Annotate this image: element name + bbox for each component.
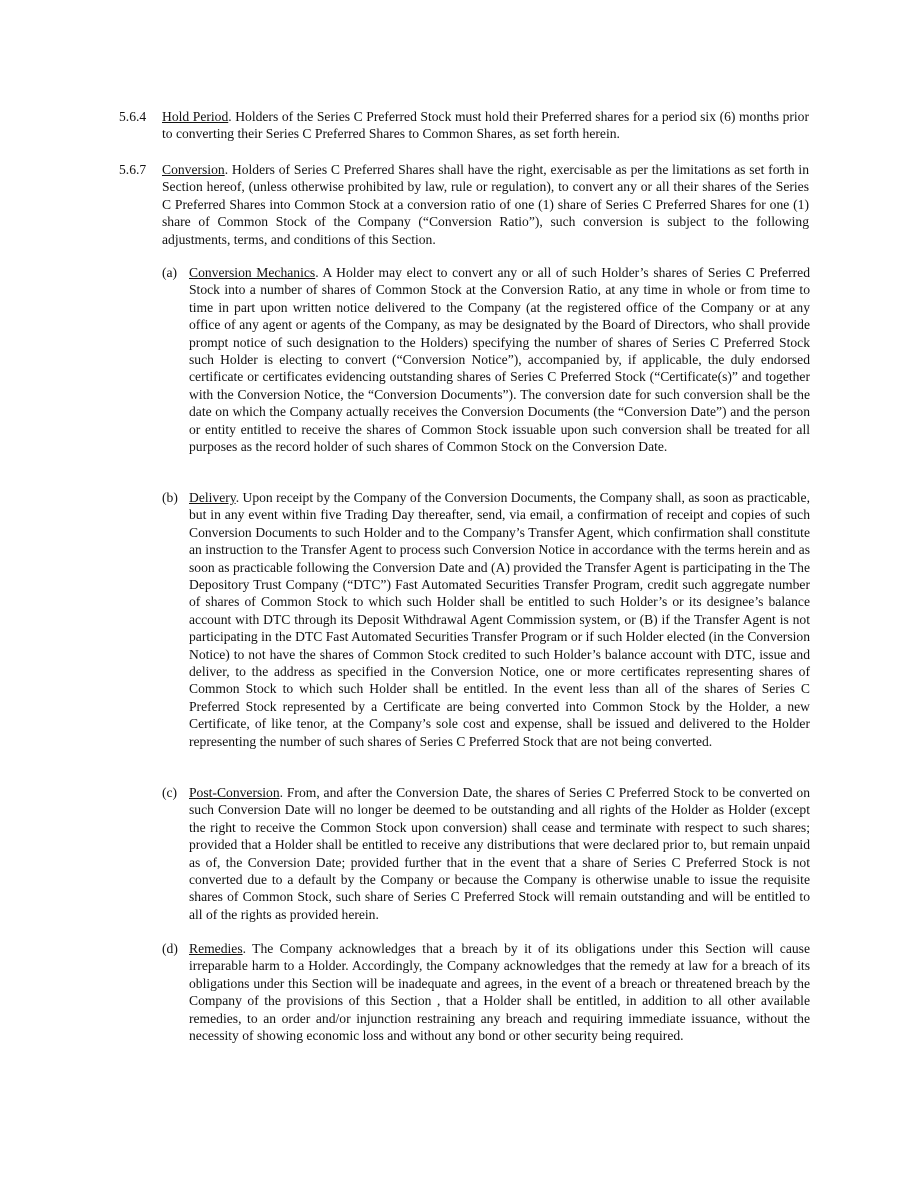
subsection-text: . A Holder may elect to convert any or all of such Holder’s shares of Series C Preferred Stock into a number of shares of Common Stock at the Conversion Ratio, at any time in whole or from time to time in part upon written notice delivered to the Company (at the registered office of the Company or at any office of any agent or agents of the Company, as may be designated by the Board of Directors, who shall provide prompt notice of such designation to the Holders) specifying the number of shares of Series C Preferred Stock such Holder is electing to convert (“Conversion Notice”), accompanied by, if applicable, the duly endorsed certificate or certificates evidencing outstanding shares of Series C Preferred Stock (“Certificate(s)” and together with the Conversion Notice, the “Conversion Documents”). The conversion date for such conversion shall be the date on which the Company actually receives the Conversion Documents (the “Conversion Date”) and the person or entity entitled to receive the shares of Common Stock issuable upon such conversion shall be treated for all purposes as the record holder of such shares of Common Stock on the Conversion Date. — [189, 265, 810, 455]
subsection-body — [189, 264, 810, 455]
subsection-a-conversion-mechanics — [162, 264, 810, 455]
subsection-c-post-conversion — [162, 784, 810, 923]
subsection-text: . From, and after the Conversion Date, the shares of Series C Preferred Stock to be converted on such Conversion Date will no longer be deemed to be outstanding and all rights of the Holder as Holder (except the right to receive the Common Stock upon conversion) shall cease and terminate with respect to such shares; provided that a Holder shall be entitled to receive any distributions that were declared prior to, but remain unpaid as of, the Conversion Date; provided further that in the event that a share of Series C Preferred Stock is not converted due to a default by the Company or because the Company is otherwise unable to issue the requisite shares of Common Stock, such share of Series C Preferred Stock will remain outstanding and will be entitled to all of the rights as provided herein. — [189, 785, 810, 922]
subsection-b-delivery — [162, 489, 810, 750]
section-body — [162, 161, 809, 248]
subsection-text: . The Company acknowledges that a breach by it of its obligations under this Section will cause irreparable harm to a Holder. Accordingly, the Company acknowledges that the remedy at law for a breach of its obligations under this Section will be inadequate and agrees, in the event of a breach or threatened breach by the Company of the provisions of this Section , that a Holder shall be entitled, in addition to all other available remedies, to an order and/or injunction restraining any breach and requiring immediate issuance, without the necessity of showing economic loss and without any bond or other security being required. — [189, 941, 810, 1044]
section-text: . Holders of Series C Preferred Shares shall have the right, exercisable as per the limitations as set forth in Section hereof, (unless otherwise prohibited by law, rule or regulation), to convert any or all their shares of the Series C Preferred Shares into Common Stock at a conversion ratio of one (1) share of Series C Preferred Shares for one (1) share of Common Stock of the Company (“Conversion Ratio”), such conversion is subject to the following adjustments, terms, and conditions of this Section. — [162, 162, 809, 247]
subsection-label: (b) — [162, 490, 178, 505]
section-number: 5.6.4 — [119, 109, 147, 124]
section-body — [162, 108, 809, 143]
section-heading: Hold Period — [162, 109, 229, 124]
section-heading: Conversion — [162, 162, 225, 177]
subsection-body — [189, 489, 810, 750]
subsection-heading: Conversion Mechanics — [189, 265, 316, 280]
section-text: . Holders of the Series C Preferred Stock must hold their Preferred shares for a period six (6) months prior to converting their Series C Preferred Shares to Common Shares, as set forth herein. — [162, 109, 810, 142]
section-5-6-7 — [119, 161, 809, 248]
subsection-heading: Remedies — [189, 941, 243, 956]
subsection-heading: Post-Conversion — [189, 785, 280, 800]
section-5-6-4 — [119, 108, 809, 143]
subsection-label: (c) — [162, 785, 178, 800]
subsection-body — [189, 940, 810, 1044]
subsection-heading: Delivery — [189, 490, 236, 505]
subsection-text: . Upon receipt by the Company of the Conversion Documents, the Company shall, as soon as practicable, but in any event within five Trading Day thereafter, send, via email, a confirmation of receipt and copies of such Conversion Documents to such Holder and to the Company’s Transfer Agent, which confirmation shall constitute an instruction to the Transfer Agent to process such Conversion Notice in accordance with the terms herein and as soon as practicable following the Conversion Date and (A) provided the Transfer Agent is participating in the The Depository Trust Company (“DTC”) Fast Automated Securities Transfer Program, credit such aggregate number of shares of Common Stock to which such Holder shall be entitled to such Holder’s or its designee’s balance account with DTC through its Deposit Withdrawal Agent Commission system, or (B) if the Transfer Agent is not participating in the DTC Fast Automated Securities Transfer Program or if such Holder elected (in the Conversion Notice) to not have the shares of Common Stock credited to such Holder’s balance account with DTC, issue and deliver, to the address as specified in the Conversion Notice, one or more certificates representing shares of Common Stock to which such Holder shall be entitled. In the event less than all of the shares of Series C Preferred Stock represented by a Certificate are being converted into Common Stock by the Holder, a new Certificate, of like tenor, at the Company’s sole cost and expense, shall be issued and delivered to the Holder representing the number of such shares of Series C Preferred Stock that are not being converted. — [189, 490, 810, 749]
subsection-body — [189, 784, 810, 923]
subsection-label: (a) — [162, 265, 178, 280]
subsection-label: (d) — [162, 941, 178, 956]
section-number: 5.6.7 — [119, 162, 147, 177]
subsection-d-remedies — [162, 940, 810, 1044]
